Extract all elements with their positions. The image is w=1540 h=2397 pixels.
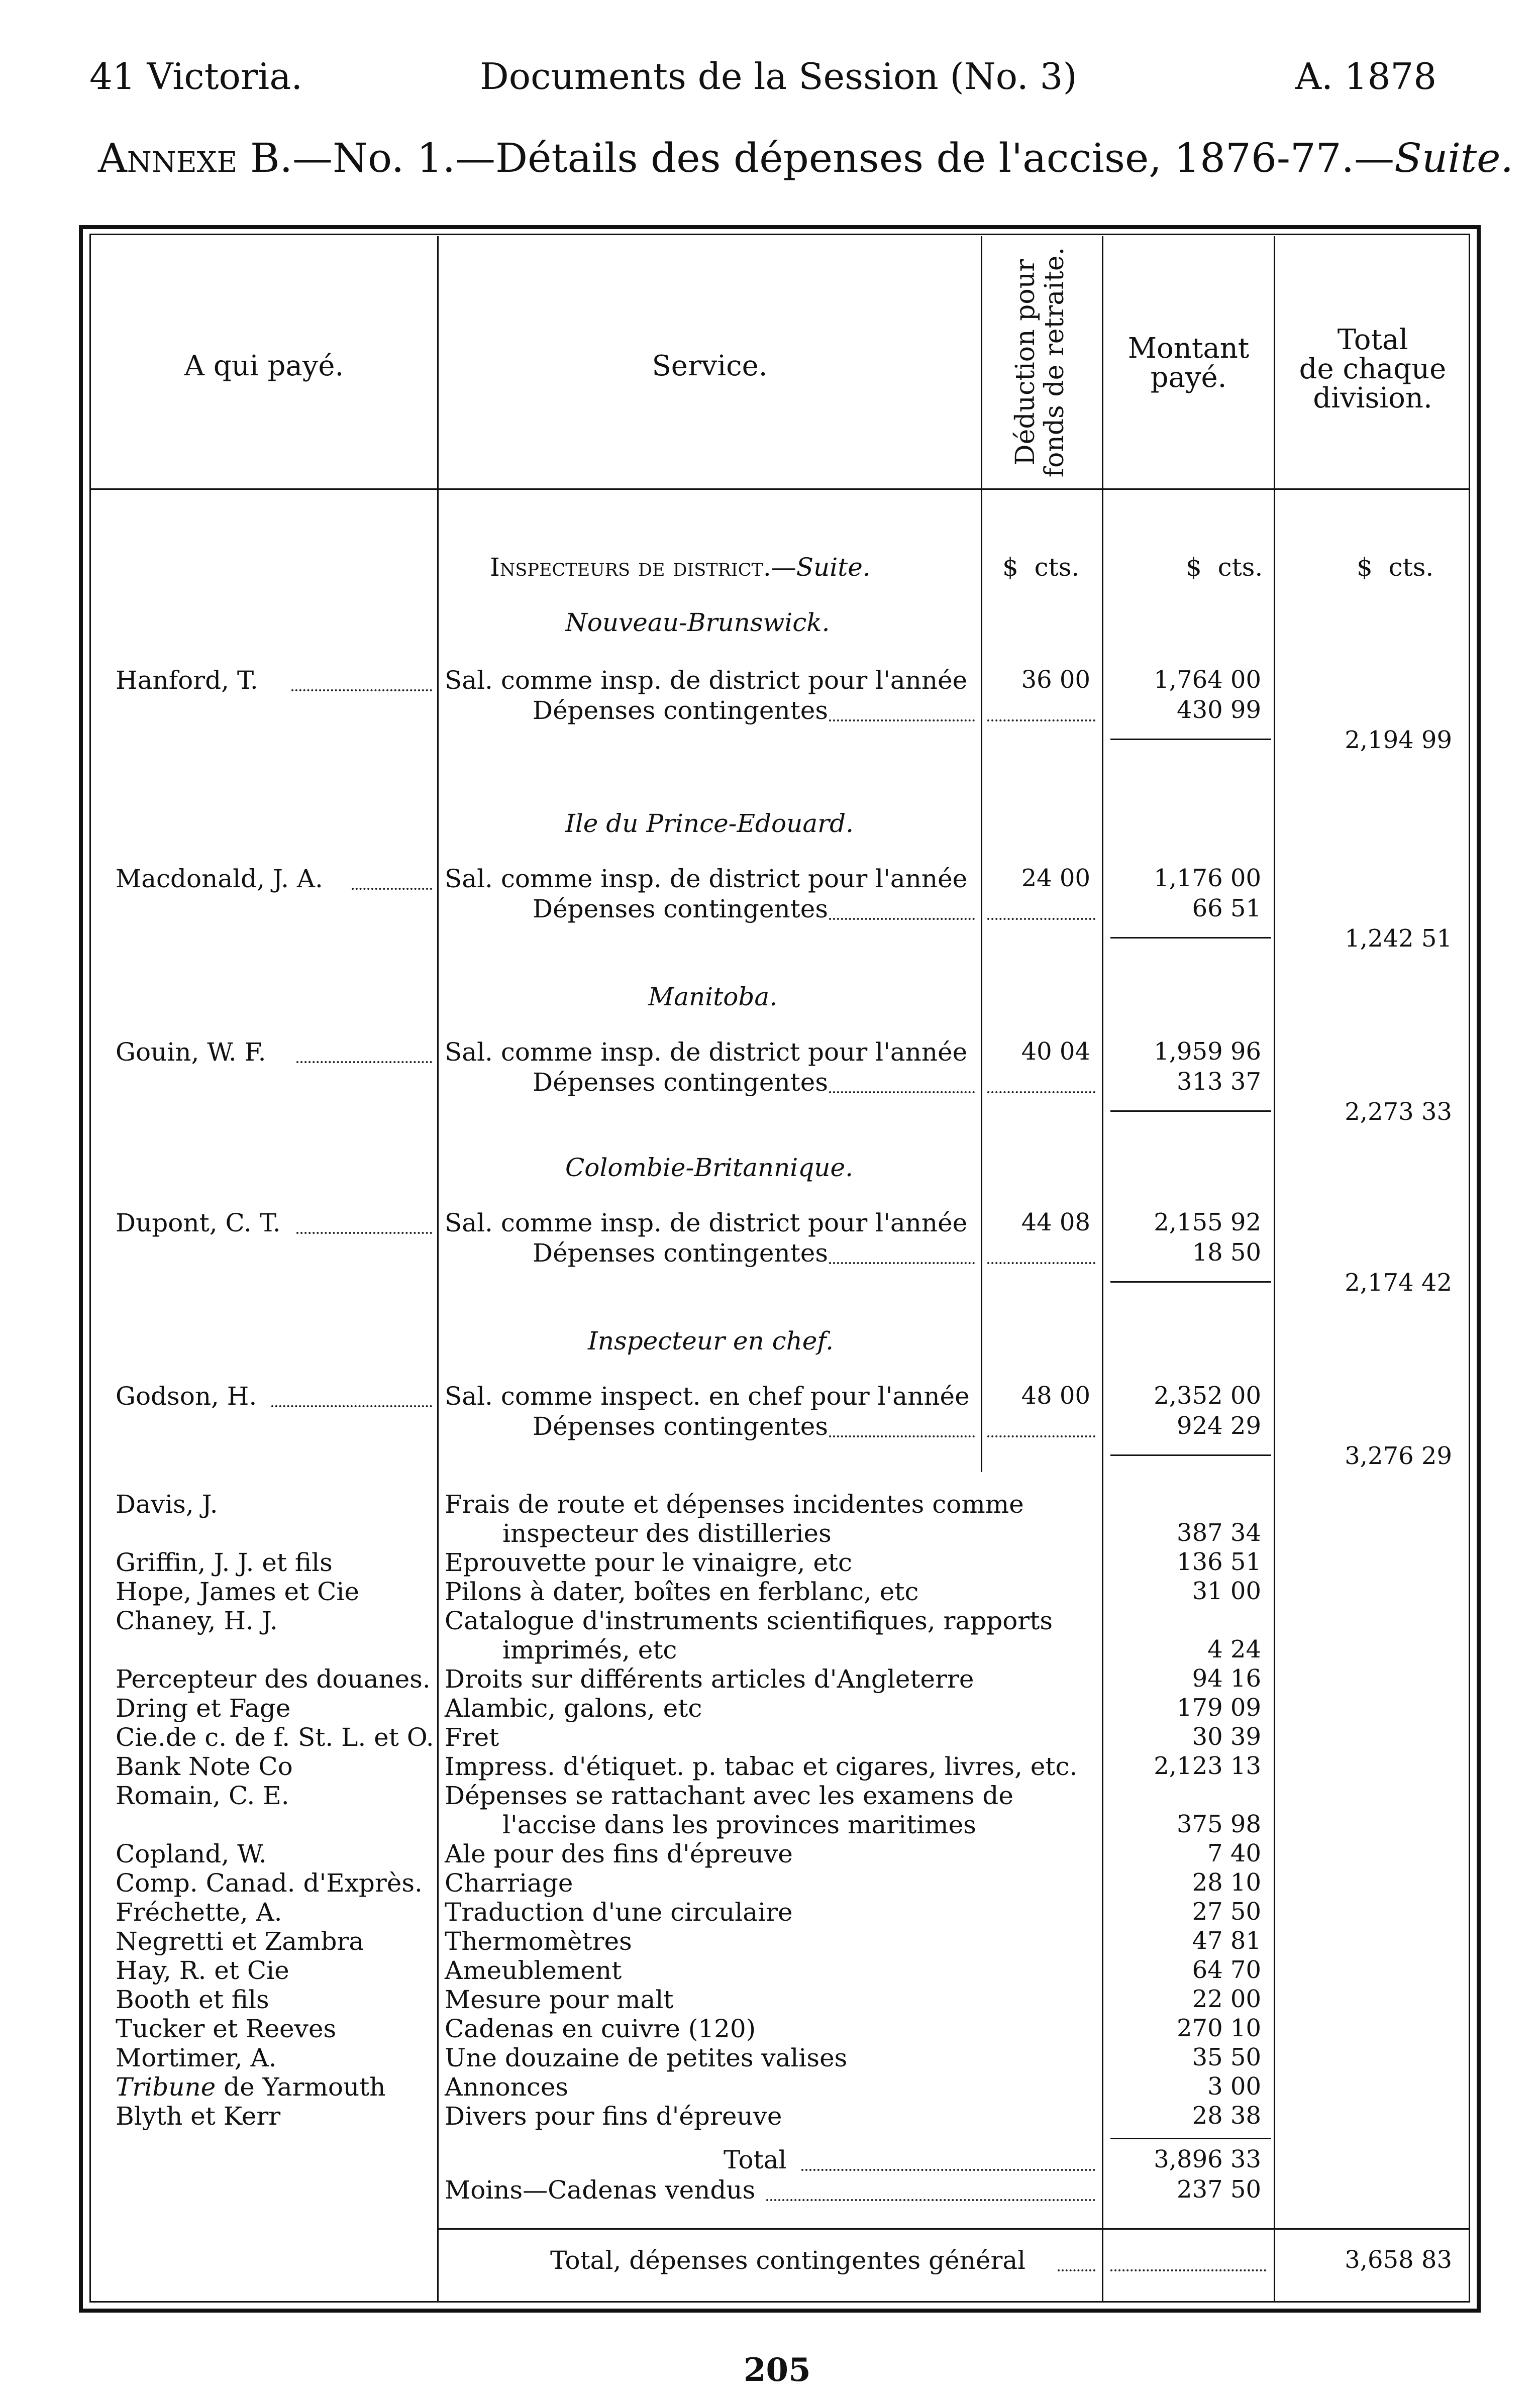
amount-paid: 27 50 (1192, 1898, 1261, 1926)
leader-dots (987, 719, 1095, 721)
payee-name: Hanford, T. (116, 666, 258, 695)
service-contingent: Dépenses contingentes (533, 1238, 829, 1268)
payee-name: Tucker et Reeves (116, 2014, 337, 2043)
unit-deduction (1002, 553, 1079, 582)
leader-dots (829, 1262, 975, 1264)
leader-dots (829, 1435, 975, 1437)
title-annexe: Annexe (98, 135, 238, 181)
section-heading-suite: Suite. (796, 553, 871, 582)
service-description: Mesure pour malt (445, 1985, 674, 2014)
amount-paid: 22 00 (1192, 1985, 1261, 2013)
payee-name: Cie.de c. de f. St. L. et O. (116, 1723, 434, 1752)
payee-name: Romain, C. E. (116, 1781, 289, 1810)
amount-paid: 64 70 (1192, 1956, 1261, 1984)
dollar-sign: $ (1002, 553, 1018, 582)
amount-paid: 94 16 (1192, 1664, 1261, 1693)
region-total: 1,242 51 (1345, 924, 1452, 953)
payee-name: Negretti et Zambra (116, 1927, 364, 1956)
subtotal-rule (1110, 739, 1271, 740)
general-total-amount: 3,658 83 (1345, 2246, 1452, 2274)
service-contingent: Dépenses contingentes (533, 696, 829, 725)
leader-dots (987, 1262, 1095, 1264)
amount-contingent: 313 37 (1177, 1068, 1261, 1096)
payee-name: Fréchette, A. (116, 1898, 282, 1927)
amount-paid: 136 51 (1177, 1548, 1261, 1576)
amount-salary: 1,176 00 (1154, 864, 1261, 892)
payee-name: Blyth et Kerr (116, 2102, 281, 2131)
service-description: Fret (445, 1723, 499, 1752)
region-total: 2,174 42 (1345, 1269, 1452, 1297)
column-header-deduction-line2: fonds de retraite. (1040, 247, 1070, 478)
total-rule (1110, 2138, 1271, 2139)
payee-name: Dupont, C. T. (116, 1208, 281, 1237)
subtotal-rule (1110, 937, 1271, 939)
leader-dots (987, 918, 1095, 920)
amount-paid: 270 10 (1177, 2014, 1261, 2042)
general-total-label: Total, dépenses contingentes général (550, 2246, 1026, 2275)
deduction-value: 48 00 (1021, 1382, 1090, 1410)
amount-contingent: 18 50 (1192, 1238, 1261, 1267)
leader-dots (766, 2199, 1095, 2201)
payee-name: Hay, R. et Cie (116, 1956, 289, 1985)
cents-label: cts. (1217, 553, 1263, 582)
service-description-continued: imprimés, etc (502, 1635, 677, 1664)
service-description: Droits sur différents articles d'Angleterre (445, 1664, 974, 1694)
service-description: Alambic, galons, etc (445, 1694, 702, 1723)
service-description: Divers pour fins d'épreuve (445, 2102, 782, 2131)
amount-paid: 179 09 (1177, 1694, 1261, 1722)
moins-amount: 237 50 (1177, 2175, 1261, 2204)
payee-name: Bank Note Co (116, 1752, 293, 1781)
amount-paid: 2,123 13 (1154, 1752, 1261, 1780)
moins-label: Moins—Cadenas vendus (445, 2175, 756, 2205)
region-name: Nouveau-Brunswick. (565, 608, 830, 637)
payee-name: Griffin, J. J. et fils (116, 1548, 333, 1577)
amount-contingent: 430 99 (1177, 696, 1261, 724)
column-header-montant-line1: Montant (1127, 332, 1250, 365)
leader-dots (987, 1435, 1095, 1437)
amount-paid: 31 00 (1192, 1577, 1261, 1605)
amount-paid: 35 50 (1192, 2043, 1261, 2071)
service-contingent: Dépenses contingentes (533, 1068, 829, 1097)
service-description-continued: l'accise dans les provinces maritimes (502, 1810, 976, 1839)
title-suite: Suite. (1394, 135, 1513, 181)
region-total: 2,273 33 (1345, 1098, 1452, 1126)
subtotal-rule (1110, 1454, 1271, 1456)
service-description: Ale pour des fins d'épreuve (445, 1839, 793, 1868)
table-frame-inner (89, 234, 1470, 2303)
leader-dots (296, 1061, 432, 1063)
amount-contingent: 66 51 (1192, 894, 1261, 922)
section-heading: Inspecteurs de district.—Suite. (490, 553, 871, 582)
payee-name: Booth et fils (116, 1985, 269, 2014)
section-heading-caps: Inspecteurs de district. (490, 553, 771, 582)
region-name: Manitoba. (648, 982, 778, 1011)
deduction-value: 36 00 (1021, 666, 1090, 694)
amount-paid: 30 39 (1192, 1723, 1261, 1751)
payee-name-rest: de Yarmouth (216, 2072, 386, 2102)
leader-dots (271, 1405, 432, 1407)
leader-dots (1110, 2269, 1266, 2271)
region-total: 2,194 99 (1345, 726, 1452, 754)
amount-paid: 7 40 (1207, 1839, 1261, 1867)
payee-name: Percepteur des douanes. (116, 1664, 431, 1694)
dollar-sign: $ (1357, 553, 1373, 582)
title-rest: B.—No. 1.—Détails des dépenses de l'accise, 1876-77.— (237, 135, 1395, 181)
deduction-value: 44 08 (1021, 1208, 1090, 1236)
cents-label: cts. (1388, 553, 1434, 582)
column-header-montant-line2: payé. (1150, 361, 1227, 394)
deduction-value: 40 04 (1021, 1037, 1090, 1066)
payee-name: Dring et Fage (116, 1694, 291, 1723)
amount-paid: 47 81 (1192, 1927, 1261, 1955)
total-label: Total (724, 2145, 787, 2174)
subtotal-rule (1110, 1110, 1271, 1112)
leader-dots (829, 719, 975, 721)
column-header-total-line2: de chaque (1299, 353, 1447, 385)
payee-name: Godson, H. (116, 1382, 257, 1411)
region-name: Colombie-Britannique. (565, 1153, 853, 1182)
service-description: Pilons à dater, boîtes en ferblanc, etc (445, 1577, 919, 1606)
leader-dots (829, 918, 975, 920)
unit-total (1357, 553, 1433, 582)
region-name: Inspecteur en chef. (588, 1326, 834, 1356)
service-description: Dépenses se rattachant avec les examens de (445, 1781, 1013, 1810)
service-description: Traduction d'une circulaire (445, 1898, 793, 1927)
service-description: Ameublement (445, 1956, 622, 1985)
service-salary: Sal. comme inspect. en chef pour l'année (445, 1382, 970, 1411)
service-description: Impress. d'étiquet. p. tabac et cigares, livres, etc. (445, 1752, 1078, 1781)
column-header-total (1275, 326, 1470, 413)
amount-paid: 375 98 (1177, 1810, 1261, 1838)
deduction-value: 24 00 (1021, 864, 1090, 892)
column-divider (1274, 236, 1275, 2301)
payee-name: Macdonald, J. A. (116, 864, 323, 893)
subtotal-rule (1110, 1281, 1271, 1283)
service-contingent: Dépenses contingentes (533, 1412, 829, 1441)
service-description: Eprouvette pour le vinaigre, etc (445, 1548, 853, 1577)
amount-salary: 1,959 96 (1154, 1037, 1261, 1066)
service-salary: Sal. comme insp. de district pour l'année (445, 1037, 968, 1067)
header-session-left: 41 Victoria. (89, 55, 303, 97)
payee-name: Hope, James et Cie (116, 1577, 359, 1606)
payee-name (116, 2072, 385, 2102)
service-salary: Sal. comme insp. de district pour l'année (445, 666, 968, 695)
dollar-sign: $ (1186, 553, 1202, 582)
header-rule (91, 488, 1469, 490)
header-year: A. 1878 (1295, 55, 1437, 97)
amount-contingent: 924 29 (1177, 1412, 1261, 1440)
amount-paid: 28 38 (1192, 2102, 1261, 2130)
general-total-rule (439, 2228, 1469, 2230)
cents-label: cts. (1034, 553, 1080, 582)
payee-name: Davis, J. (116, 1490, 218, 1519)
service-salary: Sal. comme insp. de district pour l'année (445, 864, 968, 893)
leader-dots (987, 1091, 1095, 1093)
column-header-payee: A qui payé. (184, 350, 344, 382)
amount-paid: 3 00 (1207, 2072, 1261, 2101)
service-contingent: Dépenses contingentes (533, 894, 829, 923)
region-name: Ile du Prince-Edouard. (565, 809, 854, 838)
column-header-deduction (1011, 212, 1071, 513)
column-header-montant (1103, 334, 1274, 392)
leader-dots (829, 1091, 975, 1093)
leader-dots (296, 1232, 432, 1234)
amount-paid: 4 24 (1207, 1635, 1261, 1663)
column-header-total-line1: Total (1337, 324, 1408, 356)
unit-montant (1186, 553, 1263, 582)
column-header-total-line3: division. (1313, 382, 1432, 414)
region-total: 3,276 29 (1345, 1442, 1452, 1470)
leader-dots (291, 689, 432, 691)
amount-salary: 2,155 92 (1154, 1208, 1261, 1236)
leader-dots (1058, 2269, 1095, 2271)
service-description: Cadenas en cuivre (120) (445, 2014, 756, 2043)
service-description: Catalogue d'instruments scientifiques, rapports (445, 1606, 1053, 1635)
column-divider (981, 236, 982, 1472)
payee-name: Chaney, H. J. (116, 1606, 278, 1635)
payee-name: Mortimer, A. (116, 2043, 277, 2072)
column-header-service: Service. (652, 350, 768, 382)
service-description-continued: inspecteur des distilleries (502, 1519, 832, 1548)
column-divider (1102, 236, 1103, 2301)
service-salary: Sal. comme insp. de district pour l'année (445, 1208, 968, 1237)
service-description: Une douzaine de petites valises (445, 2043, 848, 2072)
service-description: Charriage (445, 1868, 573, 1898)
payee-name: Copland, W. (116, 1839, 267, 1868)
page-number: 205 (744, 2351, 811, 2389)
service-description: Thermomètres (445, 1927, 632, 1956)
payee-name-italic: Tribune (116, 2072, 216, 2102)
column-divider (437, 236, 439, 2301)
header-document-title: Documents de la Session (No. 3) (480, 55, 1077, 97)
column-header-deduction-line1: Déduction pour (1010, 259, 1041, 466)
amount-salary: 2,352 00 (1154, 1382, 1261, 1410)
payee-name: Gouin, W. F. (116, 1037, 266, 1067)
payee-name: Comp. Canad. d'Exprès. (116, 1868, 423, 1898)
amount-salary: 1,764 00 (1154, 666, 1261, 694)
service-description: Frais de route et dépenses incidentes comme (445, 1490, 1024, 1519)
total-amount: 3,896 33 (1154, 2145, 1261, 2173)
page-title (98, 135, 1513, 181)
leader-dots (801, 2169, 1095, 2171)
amount-paid: 387 34 (1177, 1519, 1261, 1547)
amount-paid: 28 10 (1192, 1868, 1261, 1897)
leader-dots (352, 888, 432, 890)
service-description: Annonces (445, 2072, 569, 2102)
